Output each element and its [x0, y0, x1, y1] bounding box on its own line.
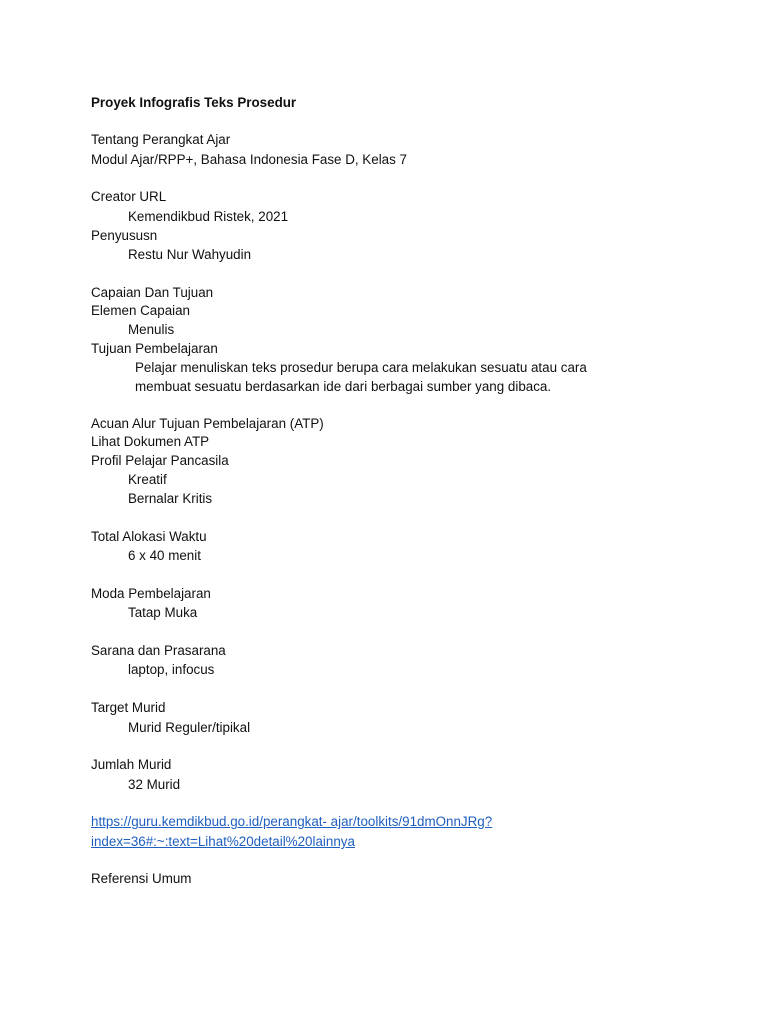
penyusun-value: Restu Nur Wahyudin	[128, 247, 252, 262]
penyusun-heading: Penyususn	[91, 228, 158, 243]
sarana-heading: Sarana dan Prasarana	[91, 643, 226, 658]
capaian-heading: Capaian Dan Tujuan	[91, 285, 214, 300]
acuan-heading: Acuan Alur Tujuan Pembelajaran (ATP)	[91, 416, 324, 431]
elemen-capaian-heading: Elemen Capaian	[91, 303, 191, 318]
lihat-dokumen-atp: Lihat Dokumen ATP	[91, 434, 210, 449]
profil-item-kreatif: Kreatif	[128, 472, 167, 487]
target-value: Murid Reguler/tipikal	[128, 720, 251, 735]
alokasi-value: 6 x 40 menit	[128, 548, 201, 563]
moda-value: Tatap Muka	[128, 605, 198, 620]
creator-heading: Creator URL	[91, 189, 167, 204]
jumlah-heading: Jumlah Murid	[91, 757, 172, 772]
elemen-capaian-value: Menulis	[128, 322, 175, 337]
moda-heading: Moda Pembelajaran	[91, 586, 211, 601]
reference-link-line-1[interactable]: https://guru.kemdikbud.go.id/perangkat- ajar/toolkits/91dmOnnJRg?	[91, 814, 493, 829]
target-heading: Target Murid	[91, 700, 166, 715]
referensi-umum-heading: Referensi Umum	[91, 871, 192, 886]
jumlah-value: 32 Murid	[128, 777, 181, 792]
creator-value: Kemendikbud Ristek, 2021	[128, 209, 289, 224]
reference-link-line-2[interactable]: index=36#:~:text=Lihat%20detail%20lainnya	[91, 834, 355, 849]
profil-pelajar-heading: Profil Pelajar Pancasila	[91, 453, 229, 468]
alokasi-heading: Total Alokasi Waktu	[91, 529, 207, 544]
tentang-value: Modul Ajar/RPP+, Bahasa Indonesia Fase D, Kelas 7	[91, 152, 407, 167]
tujuan-pembelajaran-line-1: Pelajar menuliskan teks prosedur berupa cara melakukan sesuatu atau cara	[135, 360, 587, 375]
tentang-heading: Tentang Perangkat Ajar	[91, 132, 231, 147]
profil-item-bernalar-kritis: Bernalar Kritis	[128, 491, 213, 506]
sarana-value: laptop, infocus	[128, 662, 215, 677]
tujuan-pembelajaran-heading: Tujuan Pembelajaran	[91, 341, 218, 356]
document-title: Proyek Infografis Teks Prosedur	[91, 95, 297, 110]
tujuan-pembelajaran-line-2: membuat sesuatu berdasarkan ide dari berbagai sumber yang dibaca.	[135, 379, 552, 394]
